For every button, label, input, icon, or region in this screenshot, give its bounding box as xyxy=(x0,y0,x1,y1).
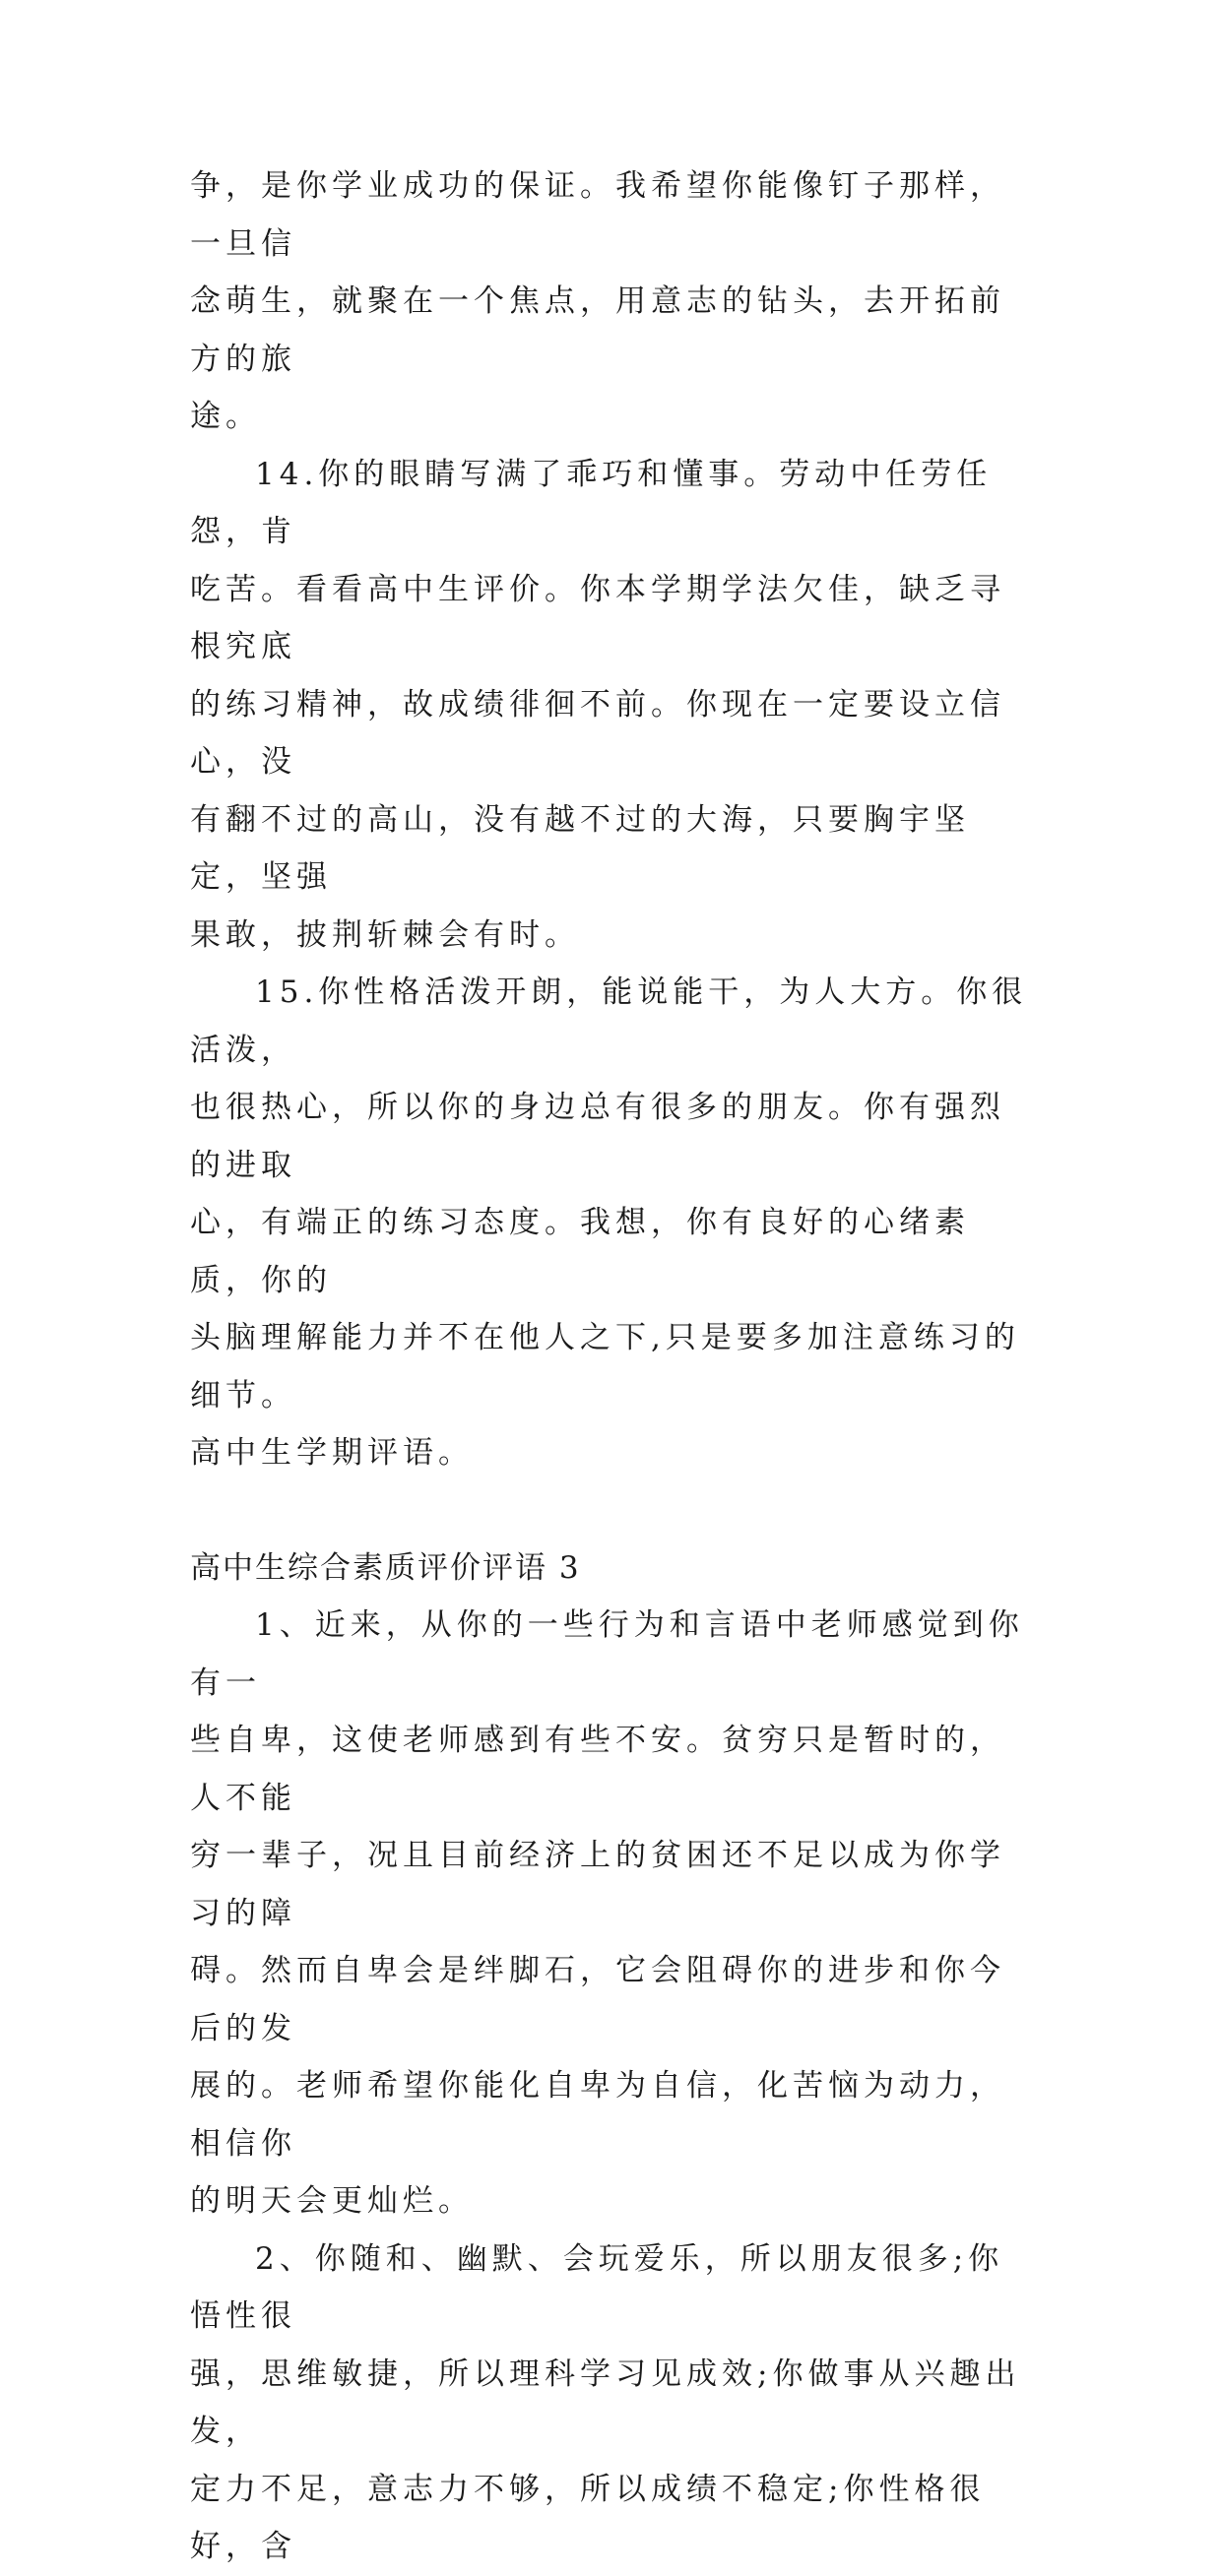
document-body xyxy=(190,157,1037,2576)
text-line: 2、你随和、幽默、会玩爱乐，所以朋友很多;你悟性很 xyxy=(190,2240,1004,2334)
text-line: 定力不足，意志力不够，所以成绩不稳定;你性格很好，含 xyxy=(190,2471,986,2564)
text-line: 强，思维敏捷，所以理科学习见成效;你做事从兴趣出发， xyxy=(190,2356,1021,2449)
section-gap xyxy=(190,1482,1037,1539)
text-line: 1、近来，从你的一些行为和言语中老师感觉到你有一 xyxy=(190,1607,1024,1701)
paragraph xyxy=(190,2230,1037,2576)
paragraph xyxy=(190,446,1037,965)
section-heading: 高中生综合素质评价评语 3 xyxy=(190,1549,581,1586)
text-line: 途。 xyxy=(190,399,261,434)
text-line: 心，有端正的练习态度。我想，你有良好的心绪素质，你的 xyxy=(190,1205,970,1298)
text-line: 争，是你学业成功的保证。我希望你能像钉子那样，一旦信 xyxy=(190,168,1005,262)
text-line: 念萌生，就聚在一个焦点，用意志的钻头，去开拓前方的旅 xyxy=(190,283,1005,377)
text-line: 有翻不过的高山，没有越不过的大海，只要胸宇坚定，坚强 xyxy=(190,801,970,895)
text-line: 展的。老师希望你能化自卑为自信，化苦恼为动力，相信你 xyxy=(190,2068,1005,2162)
text-line: 高中生学期评语。 xyxy=(190,1435,474,1471)
text-line: 穷一辈子，况且目前经济上的贫困还不足以成为你学习的障 xyxy=(190,1838,1005,1931)
text-line: 也很热心，所以你的身边总有很多的朋友。你有强烈的进取 xyxy=(190,1090,1005,1183)
text-line: 的明天会更灿烂。 xyxy=(190,2183,474,2219)
paragraph xyxy=(190,964,1037,1482)
text-line: 果敢，披荆斩棘会有时。 xyxy=(190,916,580,953)
text-line: 吃苦。看看高中生评价。你本学期学法欠佳，缺乏寻根究底 xyxy=(190,571,1005,664)
text-line: 些自卑，这使老师感到有些不安。贫穷只是暂时的，人不能 xyxy=(190,1723,1005,1816)
text-line: 的练习精神，故成绩徘徊不前。你现在一定要设立信心，没 xyxy=(190,686,1005,780)
paragraph xyxy=(190,1597,1037,2230)
text-line: 头脑理解能力并不在他人之下,只是要多加注意练习的细节。 xyxy=(190,1320,1020,1414)
text-line: 碍。然而自卑会是绊脚石，它会阻碍你的进步和你今后的发 xyxy=(190,1953,1005,2046)
text-line: 14.你的眼睛写满了乖巧和懂事。劳动中任劳任怨，肯 xyxy=(190,456,993,549)
paragraph xyxy=(190,157,1037,446)
text-line: 15.你性格活泼开朗，能说能干，为人大方。你很活泼， xyxy=(190,974,1028,1068)
